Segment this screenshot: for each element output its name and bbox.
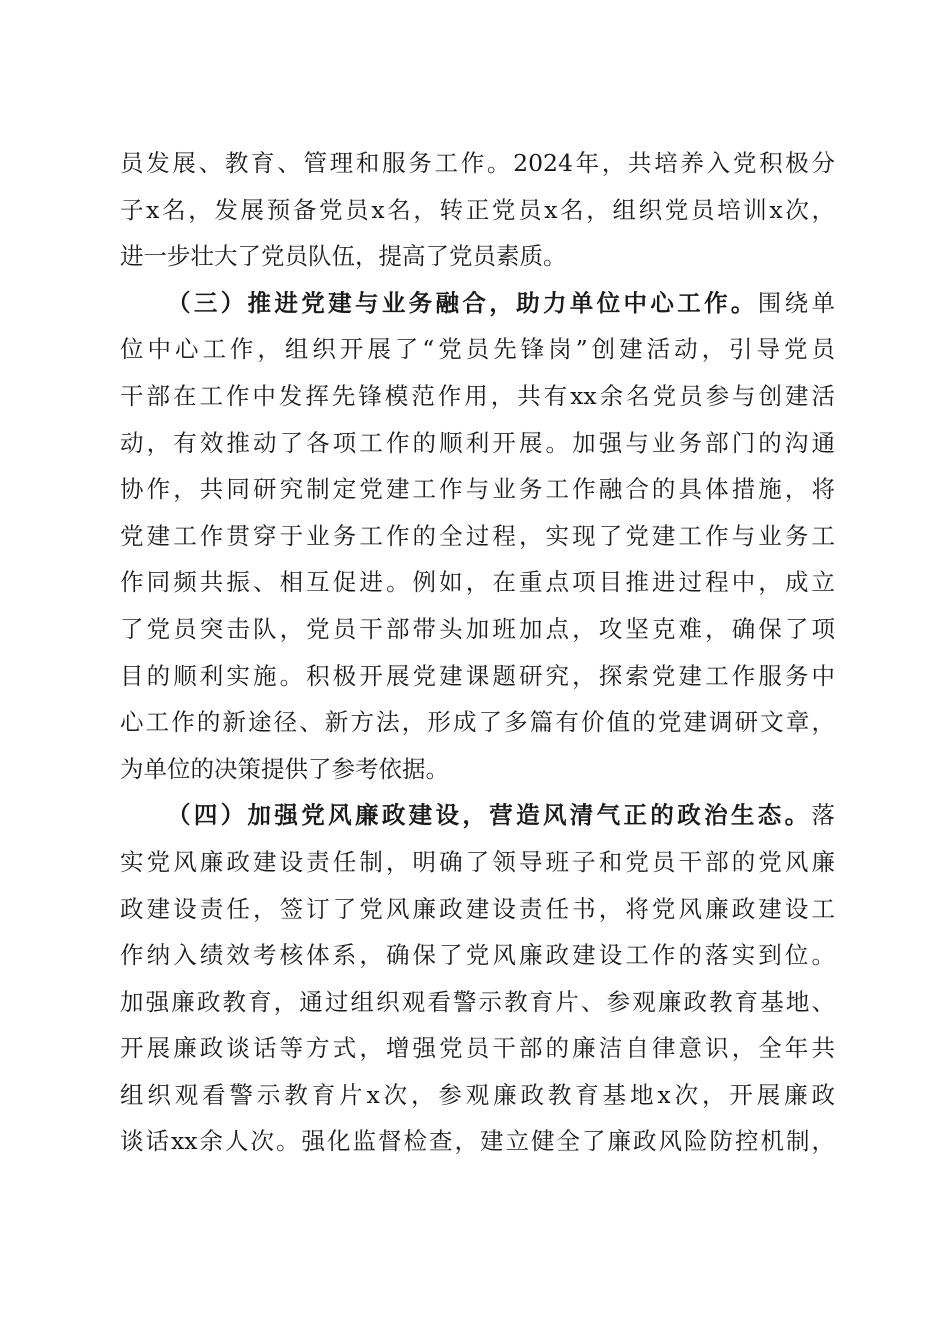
text-line: 协作，共同研究制定党建工作与业务工作融合的具体措施，将	[120, 475, 835, 504]
section-3-first-line-rest: 围绕单	[757, 288, 835, 317]
paragraph-section-4	[120, 792, 835, 1165]
text-line: 实党风廉政建设责任制，明确了领导班子和党员干部的党风廉	[120, 847, 835, 876]
text-line: 了党员突击队，党员干部带头加班加点，攻坚克难，确保了项	[120, 614, 835, 643]
text-line: 加强廉政教育，通过组织观看警示教育片、参观廉政教育基地、	[120, 987, 835, 1016]
text-line: 目的顺利实施。积极开展党建课题研究，探索党建工作服务中	[120, 661, 835, 690]
section-3-heading: （三）推进党建与业务融合，助力单位中心工作。	[167, 288, 758, 317]
text-line: 政建设责任，签订了党风廉政建设责任书，将党风廉政建设工	[120, 894, 835, 923]
text-line: 进一步壮大了党员队伍，提高了党员素质。	[120, 242, 567, 271]
text-line: 员发展、教育、管理和服务工作。2024年，共培养入党积极分	[120, 149, 835, 177]
section-4-heading: （四）加强党风廉政建设，营造风清气正的政治生态。	[167, 801, 812, 830]
text-line: 作同频共振、相互促进。例如，在重点项目推进过程中，成立	[120, 568, 835, 597]
text-line: 作纳入绩效考核体系，确保了党风廉政建设工作的落实到位。	[120, 941, 835, 970]
text-line: 谈话xx余人次。强化监督检查，建立健全了廉政风险防控机制，	[120, 1127, 835, 1156]
text-line: 子x名，发展预备党员x名，转正党员x名，组织党员培训x次，	[120, 195, 835, 224]
text-line: 开展廉政谈话等方式，增强党员干部的廉洁自律意识，全年共	[120, 1034, 835, 1063]
paragraph-section-3	[120, 280, 835, 793]
text-line: 心工作的新途径、新方法，形成了多篇有价值的党建调研文章，	[120, 708, 835, 737]
document-body	[120, 140, 835, 1165]
paragraph-party-member-development	[120, 140, 835, 280]
text-line: 党建工作贯穿于业务工作的全过程，实现了党建工作与业务工	[120, 521, 835, 550]
text-line: 动，有效推动了各项工作的顺利开展。加强与业务部门的沟通	[120, 428, 835, 457]
text-line: 组织观看警示教育片x次，参观廉政教育基地x次，开展廉政	[120, 1080, 835, 1109]
text-line: 位中心工作，组织开展了“党员先锋岗”创建活动，引导党员	[120, 335, 835, 364]
section-4-first-line-rest: 落	[811, 801, 835, 830]
text-line: 为单位的决策提供了参考依据。	[120, 754, 449, 783]
section-3-first-line	[120, 280, 835, 327]
text-line: 干部在工作中发挥先锋模范作用，共有xx余名党员参与创建活	[120, 381, 835, 410]
section-4-first-line	[120, 792, 835, 839]
